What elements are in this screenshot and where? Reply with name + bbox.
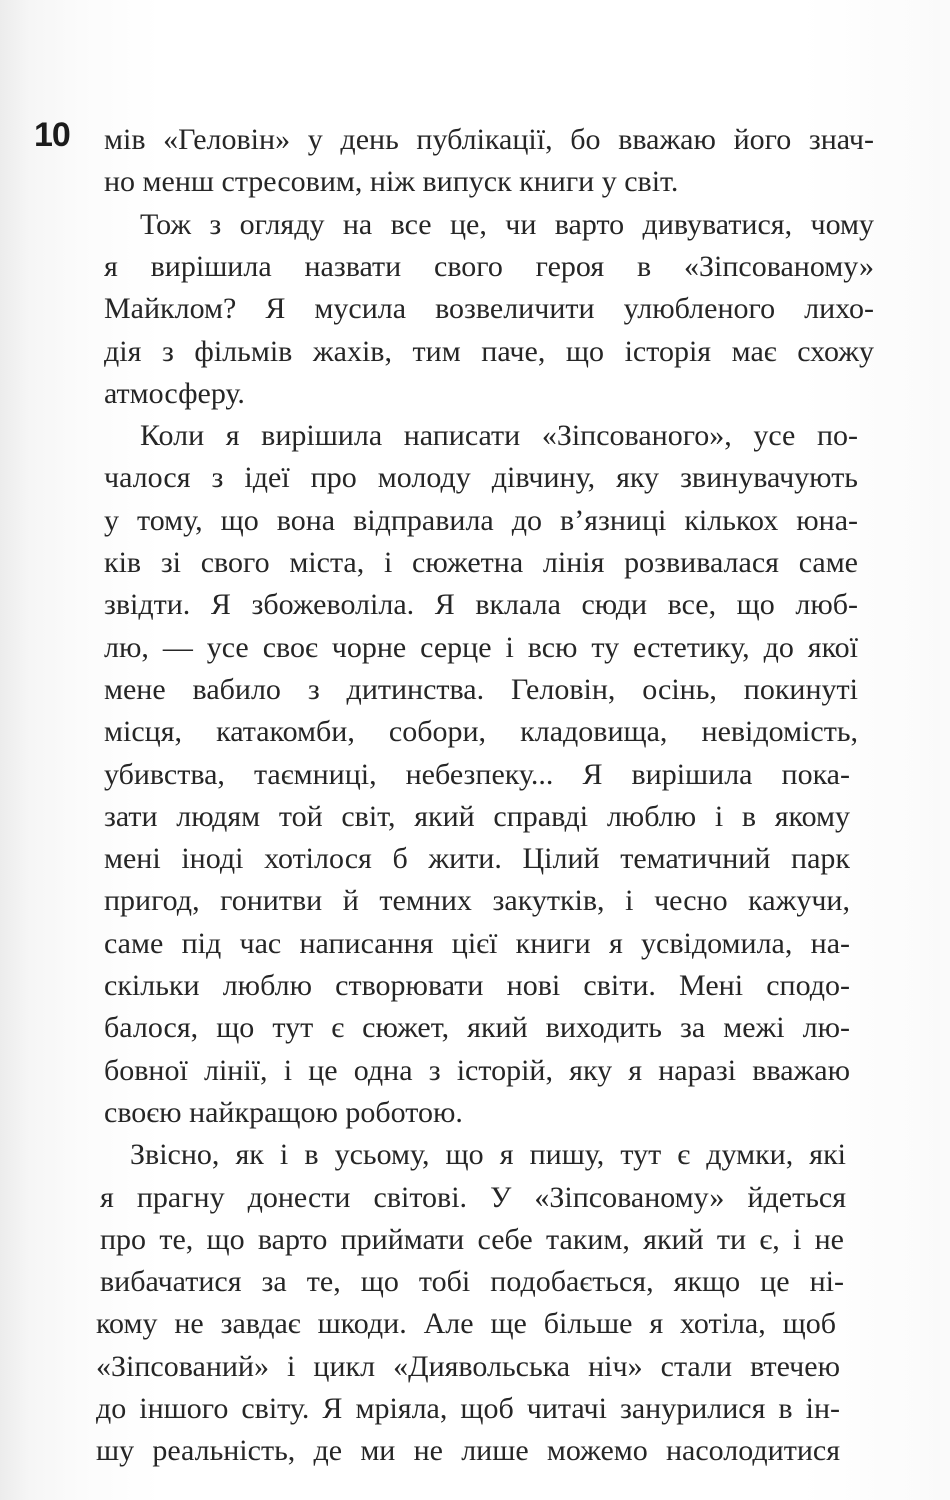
text-line: до іншого світу. Я мріяла, щоб читачі занурилися в ін- bbox=[96, 1392, 840, 1425]
text-line: дія з фільмів жахів, тим паче, що історія має схожу bbox=[104, 334, 874, 368]
text-line: місця, катакомби, собори, кладовища, невідомість, bbox=[104, 715, 858, 749]
text-line: звідти. Я збожеволіла. Я вклала сюди все, що люб- bbox=[104, 588, 858, 622]
text-line: про те, що варто приймати себе таким, який ти є, і не bbox=[100, 1222, 844, 1256]
text-line: своєю найкращою роботою. bbox=[104, 1095, 463, 1129]
text-line: Звісно, як і в усьому, що я пишу, тут є думки, які bbox=[130, 1138, 846, 1172]
text-line: мів «Геловін» у день публікації, бо вважаю його знач- bbox=[104, 123, 874, 156]
text-line: лю, — усе своє чорне серце і всю ту естетику, до якої bbox=[104, 630, 858, 664]
text-line: зати людям той світ, який справді люблю і в якому bbox=[104, 799, 850, 833]
text-line: у тому, що вона відправила до в’язниці кількох юна- bbox=[104, 503, 858, 537]
text-line: мені іноді хотілося б жити. Цілий тематичний парк bbox=[104, 842, 850, 876]
text-line: я прагну донести світові. У «Зіпсованому» йдеться bbox=[100, 1180, 846, 1214]
text-line: ків зі свого міста, і сюжетна лінія розвивалася саме bbox=[104, 546, 858, 579]
text-line: кому не завдає шкоди. Але ще більше я хотіла, щоб bbox=[96, 1307, 836, 1341]
text-line: но менш стресовим, ніж випуск книги у світ. bbox=[104, 165, 679, 199]
text-line: Коли я вирішила написати «Зіпсованого», усе по- bbox=[140, 419, 858, 453]
text-line: «Зіпсований» і цикл «Диявольська ніч» стали втечею bbox=[96, 1349, 840, 1383]
text-line: Тож з огляду на все це, чи варто дивуватися, чому bbox=[140, 207, 874, 241]
text-line: атмосферу. bbox=[104, 376, 245, 410]
text-line: пригод, гонитви й темних закутків, і чесно кажучи, bbox=[104, 884, 850, 918]
text-line: мене вабило з дитинства. Геловін, осінь, покинуті bbox=[104, 672, 858, 706]
text-line: чалося з ідеї про молоду дівчину, яку звинувачують bbox=[104, 461, 858, 495]
text-line: убивства, таємниці, небезпеку... Я вирішила пока- bbox=[104, 757, 850, 791]
text-line: я вирішила назвати свого героя в «Зіпсованому» bbox=[104, 249, 874, 283]
text-line: скільки люблю створювати нові світи. Мені сподо- bbox=[104, 969, 850, 1002]
text-line: вибачатися за те, що тобі подобається, якщо це ні- bbox=[100, 1265, 844, 1299]
text-line: бовної лінії, і це одна з історій, яку я наразі вважаю bbox=[104, 1053, 850, 1087]
text-line: Майклом? Я мусила возвеличити улюбленого лихо- bbox=[104, 292, 874, 326]
text-line: балося, що тут є сюжет, який виходить за межі лю- bbox=[104, 1011, 850, 1045]
text-line: саме під час написання цієї книги я усвідомила, на- bbox=[104, 926, 850, 960]
page-number: 10 bbox=[34, 116, 70, 154]
text-line: шу реальність, де ми не лише можемо насолодитися bbox=[96, 1434, 840, 1468]
